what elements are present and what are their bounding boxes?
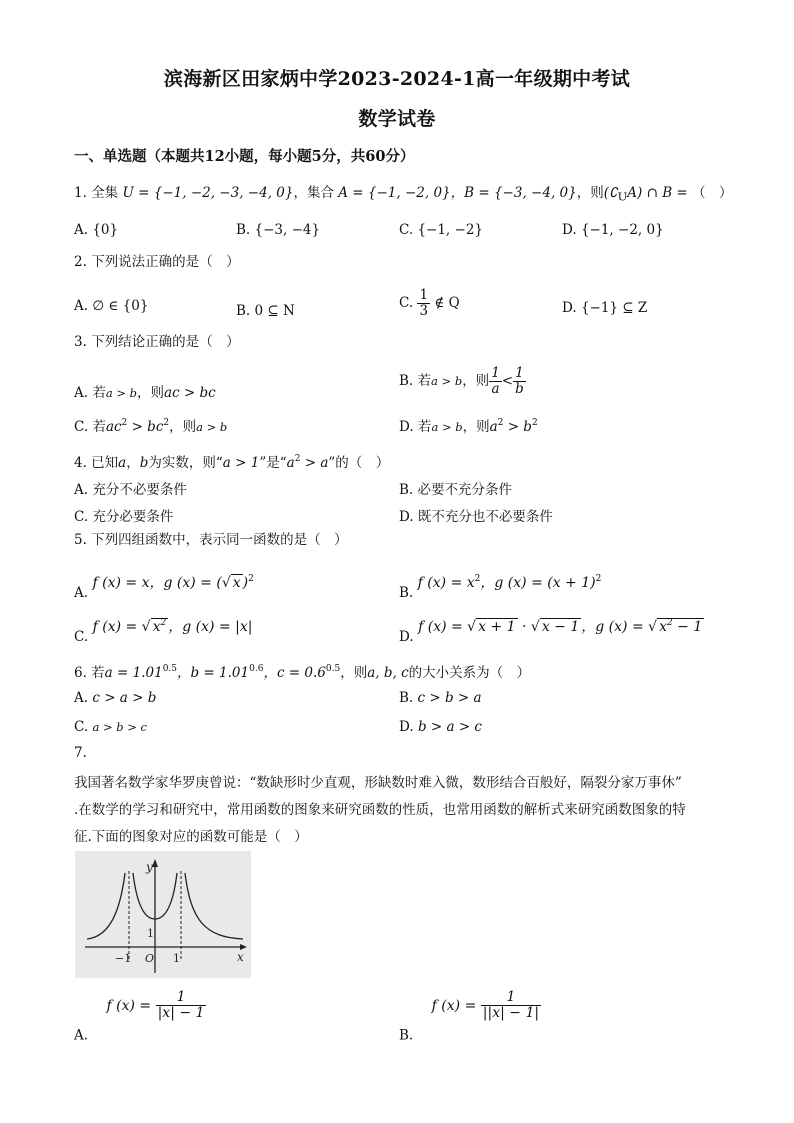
question-7-line-3: 征.下面的图象对应的函数可能是（ ）	[74, 829, 308, 845]
question-5-stem: 5. 下列四组函数中，表示同一函数的是（ ）	[74, 532, 348, 548]
question-6-stem: 6. 若$a = 1.01^{0.5}$，$b = 1.01^{0.6}$，$c = 0.6^{0.5}$，则a, b, c的大小关系为（ ）	[74, 664, 531, 681]
question-5-option-a: A. f (x) = x，g (x) = (√ x )$^2$	[74, 574, 254, 601]
question-1-option-b: B. {−3, −4}	[236, 222, 321, 238]
question-2-option-d: D. {−1} ⊆ Z	[562, 300, 648, 316]
question-1-option-c: C. {−1, −2}	[399, 222, 483, 238]
question-6-option-a: A. c > a > b	[74, 690, 157, 706]
question-4-option-b: B. 必要不充分条件	[399, 482, 513, 498]
x-tick-one: 1	[173, 952, 180, 965]
question-4-option-c: C. 充分必要条件	[74, 509, 174, 525]
graph-background	[75, 851, 251, 978]
origin-label: O	[145, 952, 155, 965]
question-1-stem: 1. 全集 U = {−1, −2, −3, −4, 0}，集合 A = {−1, −2, 0}，B = {−3, −4, 0}，则$(∁_UA)$ ∩ B = （ ）	[74, 185, 733, 204]
question-1-option-d: D. {−1, −2, 0}	[562, 222, 664, 238]
question-5-option-c: C. f (x) = √ $x^2$ ，g (x) = |x|	[74, 618, 253, 645]
function-graph-figure	[75, 851, 251, 978]
question-6-option-d: D. b > a > c	[399, 719, 482, 735]
question-2-option-b: B. 0 ⊆ N	[236, 303, 295, 319]
question-3-option-c: C. 若$ac^2 > bc^2$，则a > b	[74, 418, 228, 435]
question-5-option-b: B. f $(x) = x^2$，g $(x) = (x + 1)^2$	[399, 574, 602, 601]
question-4-option-a: A. 充分不必要条件	[74, 482, 187, 498]
question-3-option-b: B. 若a > b，则 $\frac{1}{a}$ < $\frac{1}{b}$	[399, 365, 524, 397]
x-axis-label: x	[237, 950, 244, 964]
question-2-stem: 2. 下列说法正确的是（ ）	[74, 254, 240, 270]
question-6-option-b: B. c > b > a	[399, 690, 482, 706]
question-7-option-b: B. f (x) = $\frac{1}{||x| - 1|}$	[399, 989, 540, 1044]
exam-title: 滨海新区田家炳中学2023-2024-1高一年级期中考试	[163, 68, 631, 90]
question-3-stem: 3. 下列结论正确的是（ ）	[74, 334, 240, 350]
question-7-option-a: A. f (x) = $\frac{1}{|x| - 1}$	[74, 989, 205, 1044]
question-7-number: 7.	[74, 745, 87, 761]
question-3-option-d: D. 若a > b，则$a^2 > b^2$	[399, 418, 538, 435]
question-3-option-a: A. 若a > b，则ac > bc	[74, 385, 216, 401]
question-7-line-1: 我国著名数学家华罗庚曾说：“数缺形时少直观，形缺数时难入微，数形结合百般好，隔裂分家万事休”	[74, 775, 682, 791]
question-1-option-a: A. {0}	[74, 222, 119, 238]
section-heading: 一、单选题（本题共12小题，每小题5分，共60分）	[74, 148, 415, 165]
x-tick-neg-one: −1	[115, 952, 132, 965]
y-tick-one: 1	[147, 927, 154, 940]
question-2-option-c: C. $\frac{1}{3}$ ∉ Q	[399, 287, 460, 319]
question-4-stem: 4. 已知a，b为实数，则“a > 1”是“$a^2 > a$”的（ ）	[74, 454, 390, 471]
exam-subtitle: 数学试卷	[358, 108, 436, 130]
question-5-option-d: D. f (x) = √ x + 1 · √ x − 1 ，g (x) = √ $x^2 - 1$	[399, 618, 703, 645]
y-axis-label: y	[146, 860, 153, 874]
question-6-option-c: C. a > b > c	[74, 719, 147, 735]
question-7-line-2: .在数学的学习和研究中，常用函数的图象来研究函数的性质，也常用函数的解析式来研究函数图象的特	[74, 802, 686, 818]
question-4-option-d: D. 既不充分也不必要条件	[399, 509, 553, 525]
question-2-option-a: A. ∅ ∈ {0}	[74, 298, 149, 314]
